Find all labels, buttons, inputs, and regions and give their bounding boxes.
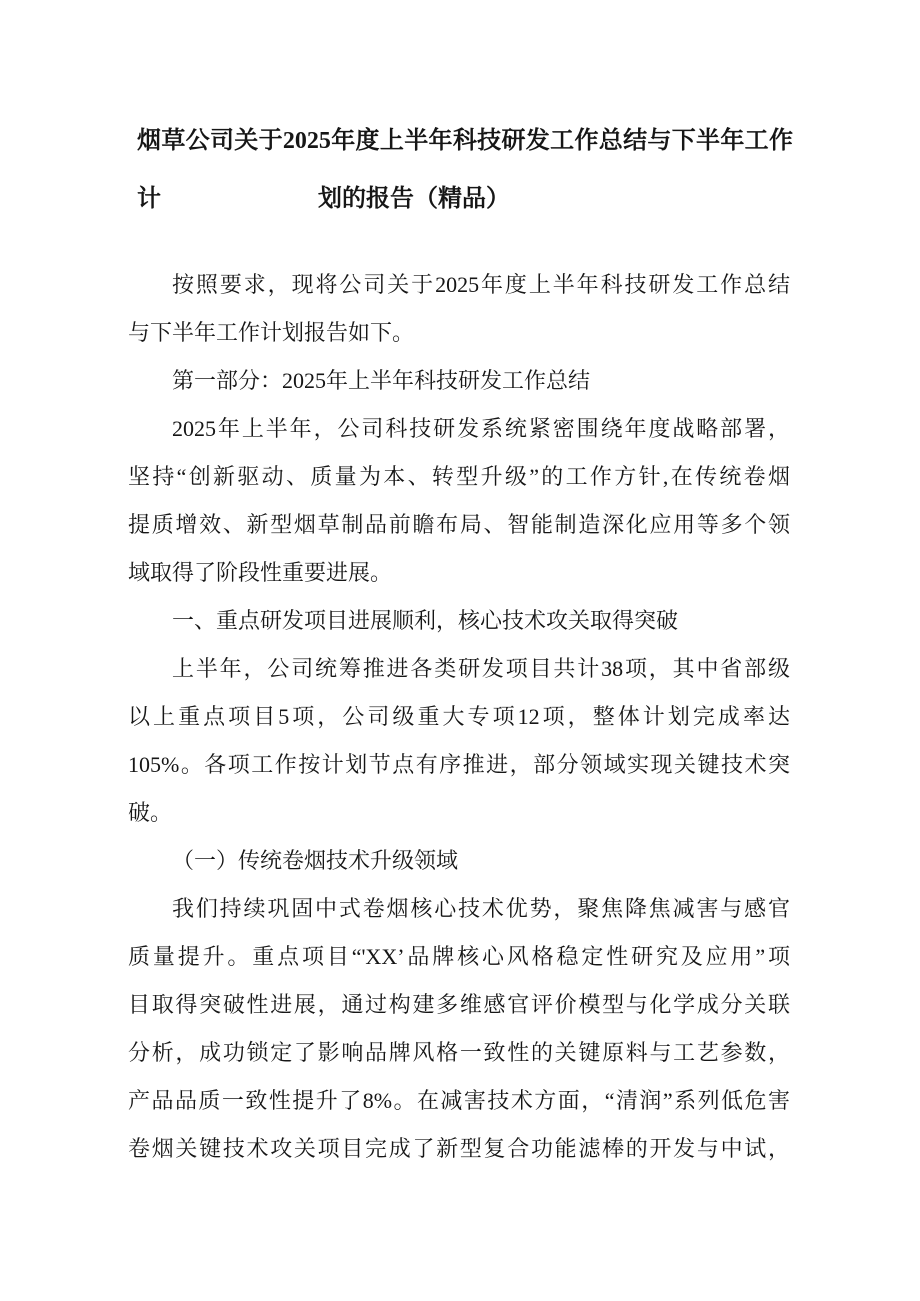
document-title — [137, 112, 793, 228]
document-body — [128, 261, 790, 1173]
text-line: 105%。各项工作按计划节点有序推进，部分领域实现关键技术突 — [128, 752, 790, 777]
document-title-line-2: 划的报告（精品） — [318, 186, 510, 212]
text-line: 我们持续巩固中式卷烟核心技术优势，聚焦降焦减害与感官 — [172, 896, 790, 921]
document-title-line-1: 烟草公司关于2025年度上半年科技研发工作总结与下半年工作计 — [137, 128, 793, 212]
text-line: 与下半年工作计划报告如下。 — [128, 320, 415, 345]
text-line: 以上重点项目5项，公司级重大专项12项，整体计划完成率达 — [128, 704, 790, 729]
text-line: 坚持“创新驱动、质量为本、转型升级”的工作方针,在传统卷烟 — [128, 464, 790, 489]
text-line: 第一部分：2025年上半年科技研发工作总结 — [172, 368, 591, 393]
text-line: 2025年上半年，公司科技研发系统紧密围绕年度战略部署， — [172, 416, 790, 441]
text-line: 目取得突破性进展，通过构建多维感官评价模型与化学成分关联 — [128, 992, 790, 1017]
text-line: 卷烟关键技术攻关项目完成了新型复合功能滤棒的开发与中试， — [128, 1136, 790, 1161]
text-line: 破。 — [128, 800, 173, 825]
text-line: 质量提升。重点项目“'XX’品牌核心风格稳定性研究及应用”项 — [128, 944, 790, 969]
text-line: 按照要求，现将公司关于2025年度上半年科技研发工作总结 — [172, 272, 790, 297]
text-line: 产品品质一致性提升了8%。在减害技术方面，“清润”系列低危害 — [128, 1088, 790, 1113]
text-line: 一、重点研发项目进展顺利，核心技术攻关取得突破 — [172, 608, 679, 633]
text-line: 分析，成功锁定了影响品牌风格一致性的关键原料与工艺参数， — [128, 1040, 790, 1065]
text-line: 上半年，公司统筹推进各类研发项目共计38项，其中省部级 — [172, 656, 790, 681]
text-line: （一）传统卷烟技术升级领域 — [172, 848, 459, 873]
text-line: 域取得了阶段性重要进展。 — [128, 560, 393, 585]
text-line: 提质增效、新型烟草制品前瞻布局、智能制造深化应用等多个领 — [128, 512, 790, 537]
